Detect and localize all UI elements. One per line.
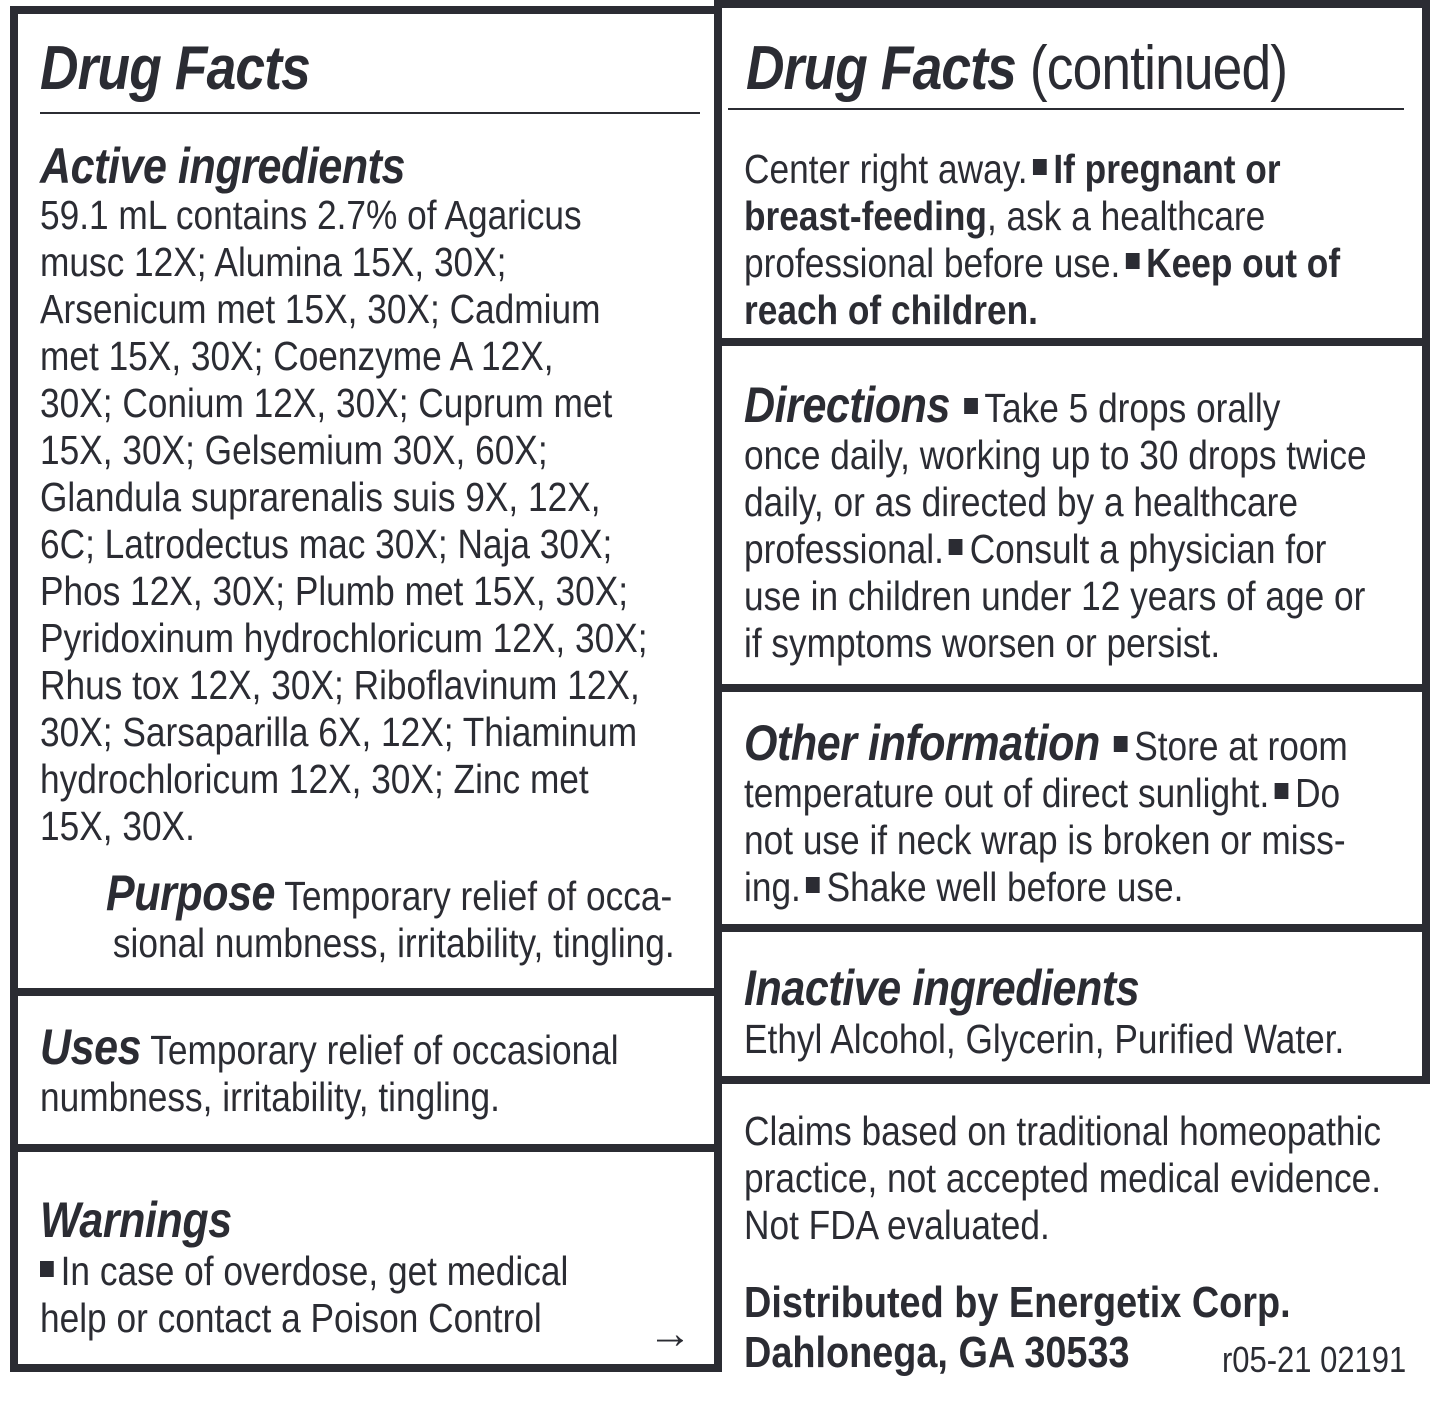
inactive-section [744,960,1344,1063]
directions-text: if symptoms worsen or persist. [744,620,1221,666]
bullet-square-icon [1126,253,1140,269]
directions-text: professional. [744,526,944,572]
distributor-block [744,1278,1291,1378]
drug-facts-continued-bold: Drug Facts [746,34,1016,103]
corner-arc-icon [1409,1367,1445,1413]
bullet-square-icon [1033,159,1047,175]
active-line: 30X; Conium 12X, 30X; Cuprum met [40,380,613,426]
directions-text: use in children under 12 years of age or [744,573,1366,619]
distributor-address: Dahlonega, GA 30533 [744,1328,1130,1377]
uses-text-2: numbness, irritability, tingling. [40,1074,500,1120]
right-top-panel [714,0,1430,346]
claims-line: Claims based on traditional homeopathic [744,1108,1382,1154]
active-line: 15X, 30X. [40,803,195,849]
drug-facts-continued-plain: (continued) [1029,34,1288,103]
inactive-text: Ethyl Alcohol, Glycerin, Purified Water. [744,1016,1345,1062]
purpose-section [106,865,675,967]
left-main-panel [10,6,722,996]
cont-text: professional before use. [744,240,1121,286]
revision-code: r05-21 02191 [1222,1339,1407,1380]
active-line: 30X; Sarsaparilla 6X, 12X; Thiaminum [40,709,638,755]
warnings-text-2: help or contact a Poison Control [40,1295,542,1341]
claims-text [744,1108,1381,1249]
bullet-square-icon [1274,783,1288,799]
other-info-section [744,715,1348,911]
uses-section [40,1019,619,1121]
other-info-heading: Other information [744,715,1100,771]
uses-text-1: Temporary relief of occasional [150,1027,619,1073]
purpose-heading: Purpose [106,865,276,921]
active-line: Pyridoxinum hydrochloricum 12X, 30X; [40,615,648,661]
active-line: Arsenicum met 15X, 30X; Cadmium [40,286,601,332]
title-rule [40,112,700,114]
distributor-name: Distributed by Energetix Corp. [744,1278,1291,1327]
drug-facts-continued-title [746,34,1288,103]
claims-line: practice, not accepted medical evidence. [744,1155,1382,1201]
warnings-heading: Warnings [40,1192,232,1248]
bullet-square-icon [1114,736,1128,752]
title-rule-right [728,108,1404,110]
other-info-text: temperature out of direct sunlight. [744,770,1270,816]
directions-text: Take 5 drops orally [984,385,1281,431]
active-line: Phos 12X, 30X; Plumb met 15X, 30X; [40,568,629,614]
active-line: hydrochloricum 12X, 30X; Zinc met [40,756,589,802]
purpose-text-1: Temporary relief of occa- [284,873,673,919]
other-info-text: ing. [744,864,801,910]
bullet-square-icon [806,877,820,893]
continued-arrow-icon: → [648,1309,692,1358]
uses-panel [10,988,722,1152]
other-info-text: not use if neck wrap is broken or miss- [744,817,1346,863]
active-line: 15X, 30X; Gelsemium 30X, 60X; [40,427,548,473]
other-info-panel [714,684,1430,932]
active-line: Rhus tox 12X, 30X; Riboflavinum 12X, [40,662,640,708]
active-ingredients-heading: Active ingredients [40,138,406,194]
bullet-square-icon [964,398,978,414]
directions-heading: Directions [744,377,950,433]
bullet-square-icon [40,1261,54,1277]
inactive-panel [714,924,1430,1084]
cont-bold: breast-feeding [744,193,987,239]
active-line: musc 12X; Alumina 15X, 30X; [40,239,507,285]
claims-line: Not FDA evaluated. [744,1202,1050,1248]
directions-text: Consult a physician for [969,526,1327,572]
other-info-text: Store at room [1134,723,1348,769]
directions-section [744,377,1367,667]
active-ingredients-section [40,140,648,850]
inactive-heading: Inactive ingredients [744,960,1140,1016]
active-line: met 15X, 30X; Coenzyme A 12X, [40,333,554,379]
cont-bold: reach of children. [744,287,1038,333]
active-line: Glandula suprarenalis suis 9X, 12X, [40,474,601,520]
cont-text: Center right away. [744,146,1028,192]
cont-text: , ask a healthcare [986,193,1266,239]
drug-facts-title: Drug Facts [40,34,310,103]
cont-bold: If pregnant or [1053,146,1281,192]
cont-bold: Keep out of [1146,240,1341,286]
active-line: 6C; Latrodectus mac 30X; Naja 30X; [40,521,613,567]
purpose-text-2: sional numbness, irritability, tingling. [112,920,675,966]
other-info-text: Shake well before use. [826,864,1184,910]
active-line: 59.1 mL contains 2.7% of Agaricus [40,192,582,238]
uses-heading: Uses [40,1019,142,1075]
bullet-square-icon [949,539,963,555]
other-info-text: Do [1295,770,1341,816]
warnings-continued-section [744,146,1340,334]
directions-panel [714,338,1430,692]
directions-text: once daily, working up to 30 drops twice [744,432,1367,478]
warnings-panel [10,1144,722,1372]
warnings-text-1: In case of overdose, get medical [60,1248,569,1294]
warnings-section [40,1192,568,1342]
directions-text: daily, or as directed by a healthcare [744,479,1299,525]
